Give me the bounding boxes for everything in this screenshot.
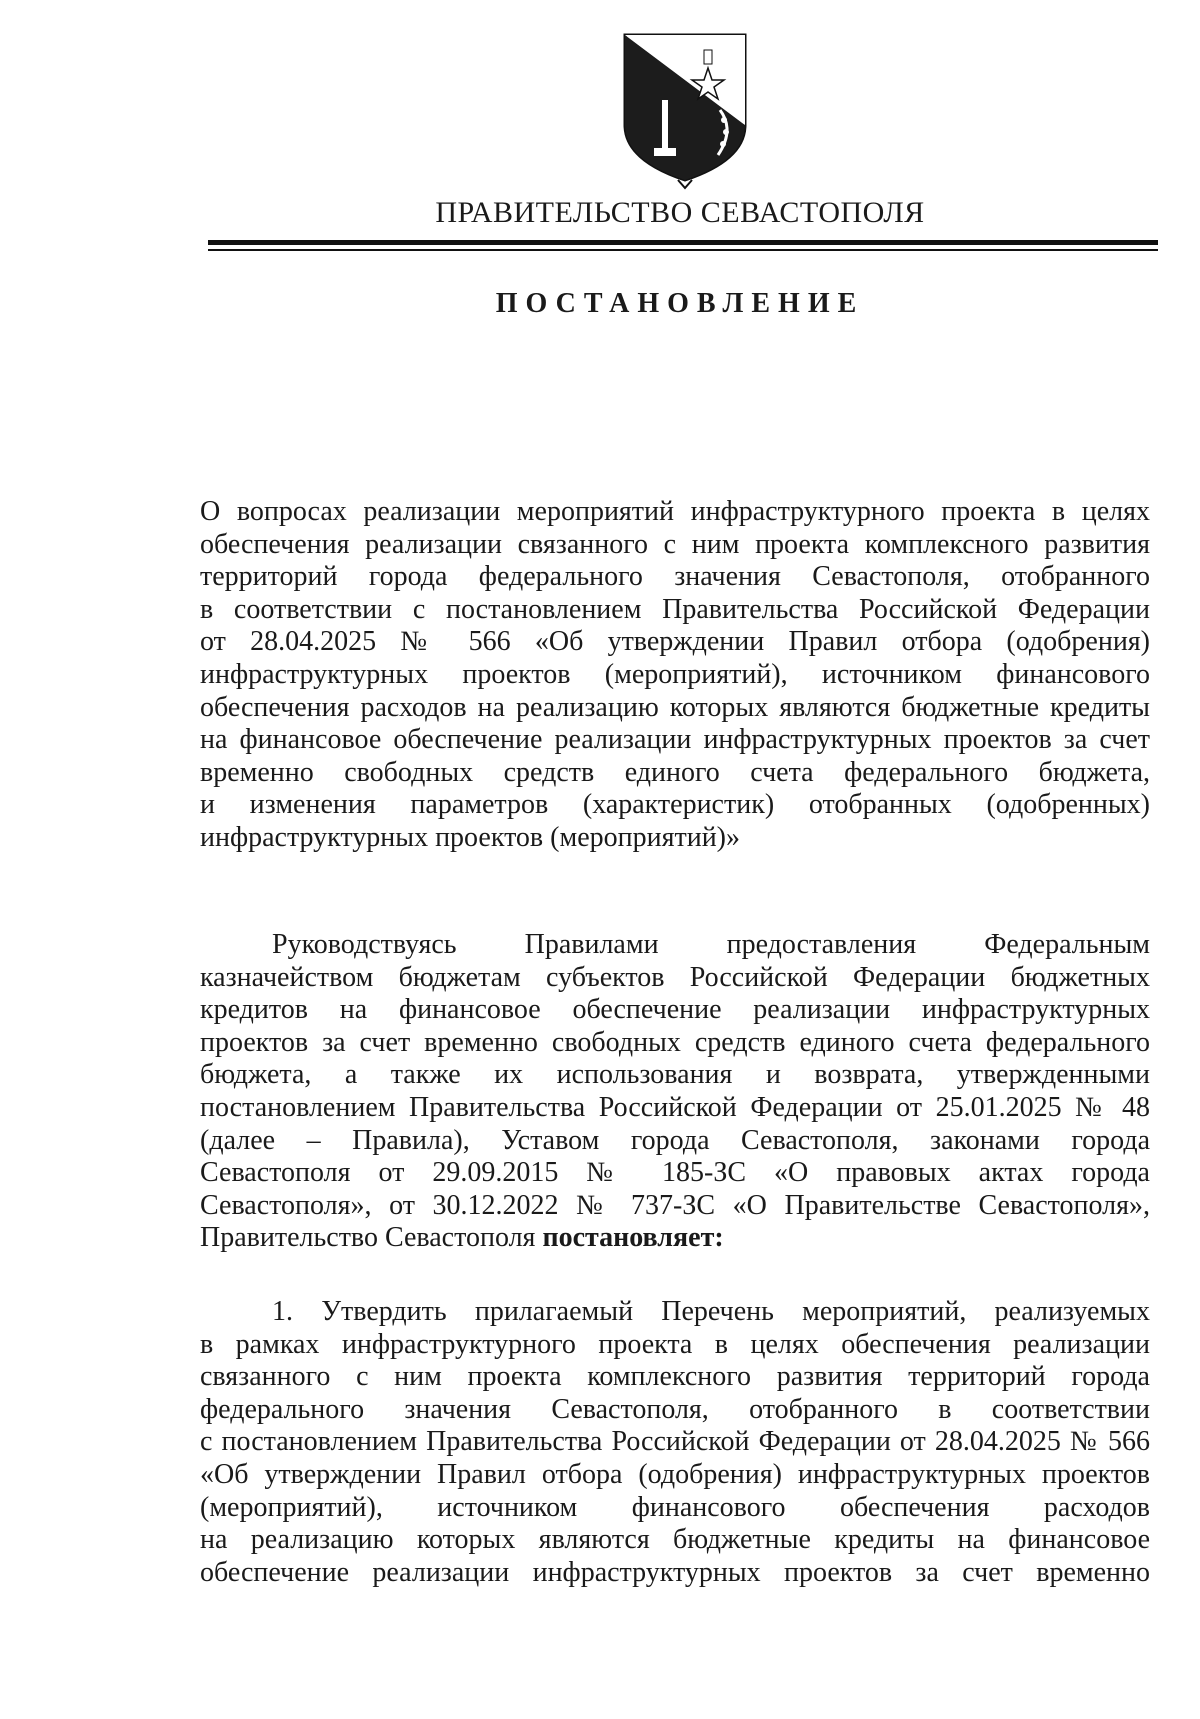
preamble-line: Севастополя», от 30.12.2022 № 737-ЗС «О Правительстве Севастополя», [200, 1189, 1150, 1221]
document-subject [200, 496, 1150, 855]
preamble-line: казначейством бюджетам субъектов Российской Федерации бюджетных [200, 961, 1150, 993]
item1-line: на реализацию которых являются бюджетные кредиты на финансовое [200, 1524, 1150, 1556]
preamble-final-line [200, 1222, 1150, 1255]
preamble-line: бюджета, а также их использования и возврата, утвержденными [200, 1059, 1150, 1091]
header-rule-thin [208, 249, 1158, 251]
preamble-paragraph [200, 929, 1150, 1255]
subject-line: обеспечения реализации связанного с ним проекта комплексного развития [200, 528, 1150, 560]
item1-line: «Об утверждении Правил отбора (одобрения) инфраструктурных проектов [200, 1458, 1150, 1490]
subject-line: от 28.04.2025 № 566 «Об утверждении Правил отбора (одобрения) [200, 626, 1150, 658]
item1-line: с постановлением Правительства Российской Федерации от 28.04.2025 № 566 [200, 1426, 1150, 1458]
item1-line: федерального значения Севастополя, отобранного в соответствии [200, 1393, 1150, 1425]
preamble-line: Руководствуясь Правилами предоставления Федеральным [272, 929, 1150, 960]
subject-line: в соответствии с постановлением Правительства Российской Федерации [200, 593, 1150, 625]
subject-line: инфраструктурных проектов (мероприятий)» [200, 821, 740, 853]
subject-line: временно свободных средств единого счета федерального бюджета, [200, 756, 1150, 788]
sevastopol-coat-of-arms-icon [620, 30, 750, 190]
preamble-line: проектов за счет временно свободных средств единого счета федерального [200, 1026, 1150, 1058]
item1-line: 1. Утвердить прилагаемый Перечень мероприятий, реализуемых [272, 1296, 1150, 1327]
resolves-keyword: постановляет: [542, 1222, 724, 1254]
subject-line: О вопросах реализации мероприятий инфраструктурного проекта в целях [200, 496, 1150, 527]
item1-line: (мероприятий), источником финансового обеспечения расходов [200, 1491, 1150, 1523]
preamble-line: Севастополя от 29.09.2015 № 185-ЗС «О правовых актах города [200, 1157, 1150, 1189]
resolution-item-1 [200, 1296, 1150, 1589]
subject-line: обеспечения расходов на реализацию которых являются бюджетные кредиты [200, 691, 1150, 723]
subject-line: на финансовое обеспечение реализации инфраструктурных проектов за счет [200, 724, 1150, 756]
subject-line: инфраструктурных проектов (мероприятий), источником финансового [200, 658, 1150, 690]
subject-line: и изменения параметров (характеристик) отобранных (одобренных) [200, 789, 1150, 821]
preamble-line: (далее – Правила), Уставом города Севастополя, законами города [200, 1124, 1150, 1156]
preamble-line: постановлением Правительства Российской Федерации от 25.01.2025 № 48 [200, 1091, 1150, 1123]
document-type: ПОСТАНОВЛЕНИЕ [495, 288, 865, 319]
header-rule-thick [208, 240, 1158, 245]
item1-line: в рамках инфраструктурного проекта в целях обеспечения реализации [200, 1328, 1150, 1360]
item1-line: обеспечение реализации инфраструктурных проектов за счет временно [200, 1556, 1150, 1588]
preamble-line: кредитов на финансовое обеспечение реализации инфраструктурных [200, 994, 1150, 1026]
item1-line: связанного с ним проекта комплексного развития территорий города [200, 1361, 1150, 1393]
subject-line: территорий города федерального значения Севастополя, отобранного [200, 561, 1150, 593]
preamble-final-text: Правительство Севастополя [200, 1222, 543, 1254]
government-name: ПРАВИТЕЛЬСТВО СЕВАСТОПОЛЯ [435, 196, 925, 229]
